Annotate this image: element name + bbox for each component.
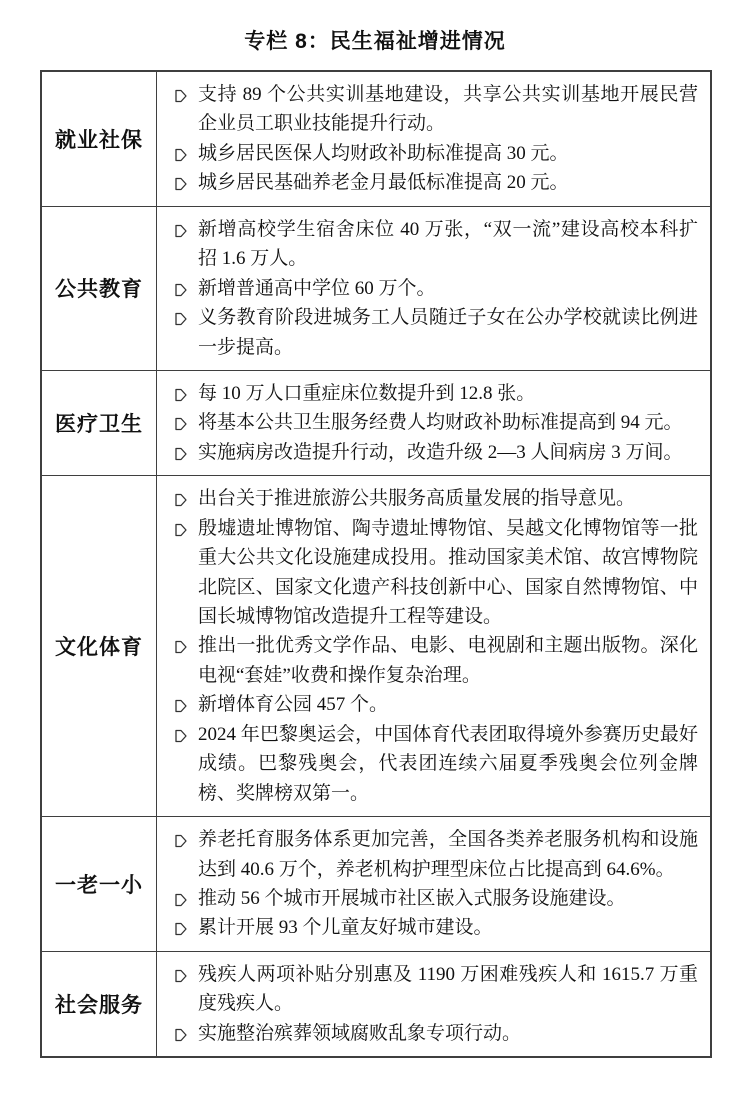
pentagon-arrow-bullet-icon: [162, 408, 198, 432]
pentagon-arrow-bullet-icon: [162, 438, 198, 462]
list-item: [162, 274, 698, 303]
category-cell: 文化体育: [42, 476, 157, 816]
list-item: [162, 139, 698, 168]
table-row: [42, 475, 710, 816]
item-text: 支持 89 个公共实训基地建设，共享公共实训基地开展民营企业员工职业技能提升行动。: [198, 84, 698, 135]
pentagon-arrow-bullet-icon: [162, 690, 198, 714]
pentagon-arrow-bullet-icon: [162, 913, 198, 937]
category-cell: 就业社保: [42, 72, 157, 206]
item-text: 殷墟遗址博物馆、陶寺遗址博物馆、吴越文化博物馆等一批重大公共文化设施建成投用。推动国家美术馆、故宫博物院北院区、国家文化遗产科技创新中心、国家自然博物馆、中国长城博物馆改造提升工程等建设。: [198, 517, 698, 627]
pentagon-arrow-bullet-icon: [162, 631, 198, 655]
item-text: 推出一批优秀文学作品、电影、电视剧和主题出版物。深化电视“套娃”收费和操作复杂治理。: [198, 635, 698, 686]
list-item: [162, 215, 698, 274]
item-text: 实施病房改造提升行动，改造升级 2—3 人间病房 3 万间。: [198, 441, 683, 463]
content-cell: [157, 371, 710, 475]
item-text: 义务教育阶段进城务工人员随迁子女在公办学校就读比例进一步提高。: [198, 307, 698, 358]
item-text: 实施整治殡葬领域腐败乱象专项行动。: [198, 1022, 522, 1044]
table-row: [42, 951, 710, 1056]
item-text: 城乡居民基础养老金月最低标准提高 20 元。: [198, 172, 569, 194]
item-text: 2024 年巴黎奥运会，中国体育代表团取得境外参赛历史最好成绩。巴黎残奥会，代表团连续六届夏季残奥会位列金牌榜、奖牌榜双第一。: [198, 723, 698, 804]
content-cell: [157, 476, 710, 816]
item-text: 养老托育服务体系更加完善，全国各类养老服务机构和设施达到 40.6 万个，养老机构护理型床位占比提高到 64.6%。: [198, 829, 698, 880]
item-text: 残疾人两项补贴分别惠及 1190 万困难残疾人和 1615.7 万重度残疾人。: [198, 963, 698, 1015]
content-cell: [157, 817, 710, 951]
pentagon-arrow-bullet-icon: [162, 274, 198, 298]
item-text: 累计开展 93 个儿童友好城市建设。: [198, 917, 493, 939]
list-item: [162, 631, 698, 690]
pentagon-arrow-bullet-icon: [162, 960, 198, 984]
category-cell: 公共教育: [42, 207, 157, 370]
pentagon-arrow-bullet-icon: [162, 379, 198, 403]
list-item: [162, 720, 698, 808]
list-item: [162, 168, 698, 197]
pentagon-arrow-bullet-icon: [162, 80, 198, 104]
list-item: [162, 514, 698, 632]
pentagon-arrow-bullet-icon: [162, 884, 198, 908]
pentagon-arrow-bullet-icon: [162, 514, 198, 538]
list-item: [162, 80, 698, 139]
list-item: [162, 913, 698, 942]
item-text: 出台关于推进旅游公共服务高质量发展的指导意见。: [198, 488, 636, 510]
item-text: 城乡居民医保人均财政补助标准提高 30 元。: [198, 142, 569, 164]
list-item: [162, 884, 698, 913]
table-row: [42, 816, 710, 951]
category-cell: 医疗卫生: [42, 371, 157, 475]
item-text: 新增高校学生宿舍床位 40 万张，“双一流”建设高校本科扩招 1.6 万人。: [198, 218, 698, 270]
item-text: 新增普通高中学位 60 万个。: [198, 277, 436, 299]
item-text: 新增体育公园 457 个。: [198, 694, 389, 716]
pentagon-arrow-bullet-icon: [162, 720, 198, 744]
item-text: 每 10 万人口重症床位数提升到 12.8 张。: [198, 382, 536, 404]
pentagon-arrow-bullet-icon: [162, 825, 198, 849]
table-row: [42, 206, 710, 370]
content-cell: [157, 72, 710, 206]
content-cell: [157, 207, 710, 370]
item-text: 推动 56 个城市开展城市社区嵌入式服务设施建设。: [198, 887, 626, 909]
welfare-table: [40, 70, 712, 1058]
pentagon-arrow-bullet-icon: [162, 303, 198, 327]
pentagon-arrow-bullet-icon: [162, 215, 198, 239]
pentagon-arrow-bullet-icon: [162, 484, 198, 508]
category-cell: 一老一小: [42, 817, 157, 951]
list-item: [162, 484, 698, 513]
category-cell: 社会服务: [42, 952, 157, 1056]
list-item: [162, 438, 698, 467]
list-item: [162, 825, 698, 884]
pentagon-arrow-bullet-icon: [162, 1019, 198, 1043]
list-item: [162, 408, 698, 437]
list-item: [162, 690, 698, 719]
pentagon-arrow-bullet-icon: [162, 139, 198, 163]
list-item: [162, 303, 698, 362]
list-item: [162, 960, 698, 1019]
content-cell: [157, 952, 710, 1056]
list-item: [162, 1019, 698, 1048]
page-title: 专栏 8：民生福祉增进情况: [244, 30, 506, 53]
list-item: [162, 379, 698, 408]
item-text: 将基本公共卫生服务经费人均财政补助标准提高到 94 元。: [198, 412, 683, 434]
table-row: [42, 72, 710, 206]
table-row: [42, 370, 710, 475]
pentagon-arrow-bullet-icon: [162, 168, 198, 192]
